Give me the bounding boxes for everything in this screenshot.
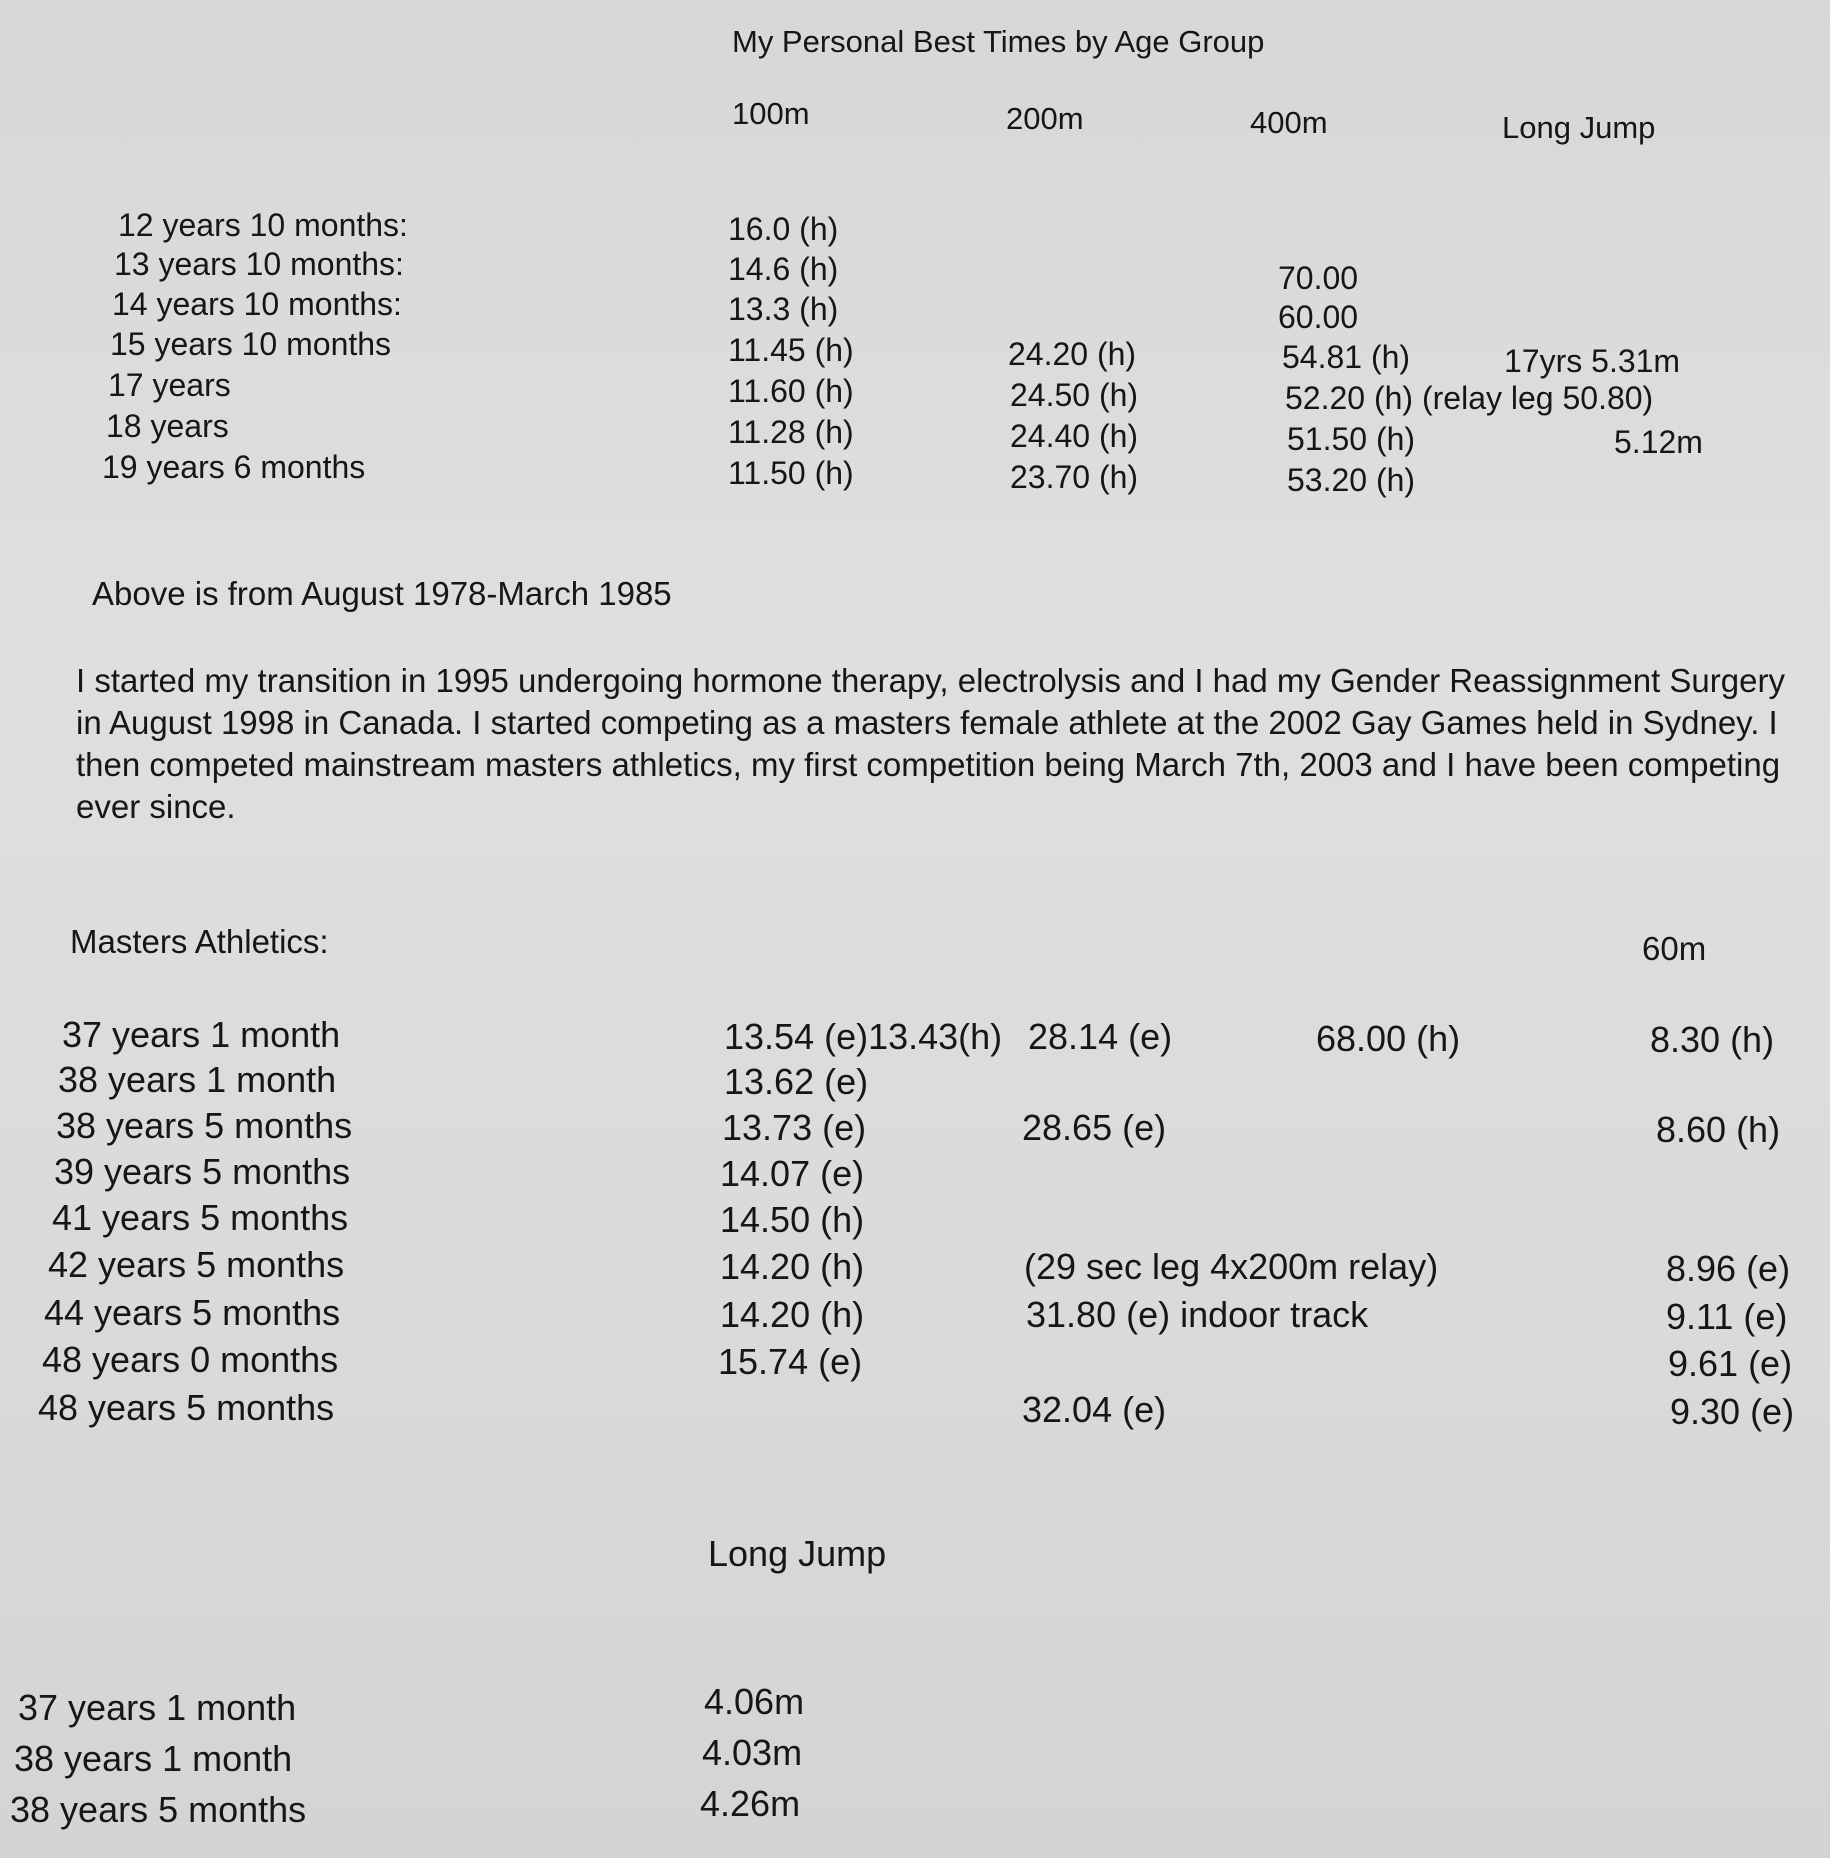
masters-age: 39 years 5 months [54,1151,351,1192]
long-jump-value: 4.26m [700,1783,801,1824]
youth-age: 18 years [106,408,229,444]
masters-60m: 8.96 (e) [1666,1248,1791,1289]
masters-60m: 9.61 (e) [1668,1343,1793,1384]
long-jump-age: 38 years 1 month [14,1738,293,1779]
youth-age: 15 years 10 months [110,326,392,362]
youth-200m: 24.50 (h) [1010,377,1139,413]
youth-100m: 11.28 (h) [728,414,854,450]
masters-200m: 32.04 (e) [1022,1389,1167,1430]
youth-100m: 11.45 (h) [728,332,854,368]
long-jump-age: 37 years 1 month [18,1687,297,1728]
masters-100m: 13.54 (e)13.43(h) [724,1016,1003,1057]
youth-200m: 23.70 (h) [1010,459,1139,495]
youth-400m: 60.00 [1278,299,1359,335]
youth-100m: 14.6 (h) [728,251,839,287]
period-note: Above is from August 1978-March 1985 [92,575,672,612]
col-header-200m: 200m [1006,101,1084,136]
masters-age: 38 years 5 months [56,1105,353,1146]
youth-400m: 53.20 (h) [1287,462,1416,498]
masters-60m: 8.30 (h) [1650,1019,1775,1060]
youth-400m: 70.00 [1278,260,1359,296]
youth-age: 13 years 10 months: [114,246,404,282]
youth-200m: 24.40 (h) [1010,418,1139,454]
masters-100m: 14.20 (h) [720,1294,865,1335]
long-jump-age: 38 years 5 months [10,1789,307,1830]
youth-100m: 11.60 (h) [728,373,854,409]
youth-long-jump: 5.12m [1614,424,1703,460]
youth-400m: 51.50 (h) [1287,421,1416,457]
col-header-60m: 60m [1642,930,1707,967]
masters-heading: Masters Athletics: [70,923,329,960]
youth-age: 14 years 10 months: [112,286,402,322]
long-jump-value: 4.03m [702,1732,803,1773]
youth-age: 19 years 6 months [102,449,366,485]
masters-100m: 15.74 (e) [718,1341,863,1382]
masters-100m: 14.07 (e) [720,1153,865,1194]
masters-200m: (29 sec leg 4x200m relay) [1024,1246,1439,1287]
youth-age: 17 years [108,367,231,403]
masters-100m: 14.20 (h) [720,1246,865,1287]
youth-400m: 52.20 (h) (relay leg 50.80) [1285,380,1654,416]
col-header-100m: 100m [732,96,810,131]
youth-100m: 16.0 (h) [728,211,839,247]
youth-age: 12 years 10 months: [118,207,408,243]
masters-200m: 28.65 (e) [1022,1107,1167,1148]
long-jump-heading: Long Jump [708,1533,887,1574]
youth-200m: 24.20 (h) [1008,336,1137,372]
masters-200m: 28.14 (e) [1028,1016,1173,1057]
col-header-long-jump: Long Jump [1502,110,1656,145]
youth-100m: 11.50 (h) [728,455,854,491]
masters-age: 48 years 0 months [42,1339,339,1380]
masters-age: 42 years 5 months [48,1244,345,1285]
youth-100m: 13.3 (h) [728,291,839,327]
youth-400m: 54.81 (h) [1282,339,1411,375]
masters-60m: 8.60 (h) [1656,1109,1781,1150]
masters-200m: 31.80 (e) indoor track [1026,1294,1369,1335]
page-title: My Personal Best Times by Age Group [732,24,1265,59]
masters-100m: 14.50 (h) [720,1199,865,1240]
masters-60m: 9.11 (e) [1666,1296,1788,1337]
masters-age: 38 years 1 month [58,1059,337,1100]
youth-long-jump: 17yrs 5.31m [1504,343,1681,379]
transition-paragraph: I started my transition in 1995 undergoing hormone therapy, electrolysis and I had my Gender Reassignment Surgery in August 1998 in Canada. I started competing as a masters female athlete at the 2002 Gay Games held in Sydney. I then competed mainstream masters athletics, my first competition being March 7th, 2003 and I have been competing ever since. [76,662,1785,825]
masters-age: 37 years 1 month [62,1014,341,1055]
long-jump-value: 4.06m [704,1681,805,1722]
col-header-400m: 400m [1250,105,1328,140]
masters-age: 41 years 5 months [52,1197,349,1238]
masters-60m: 9.30 (e) [1670,1391,1795,1432]
masters-100m: 13.62 (e) [724,1061,869,1102]
masters-100m: 13.73 (e) [722,1107,867,1148]
masters-400m: 68.00 (h) [1316,1018,1461,1059]
masters-age: 44 years 5 months [44,1292,341,1333]
masters-age: 48 years 5 months [38,1387,335,1428]
